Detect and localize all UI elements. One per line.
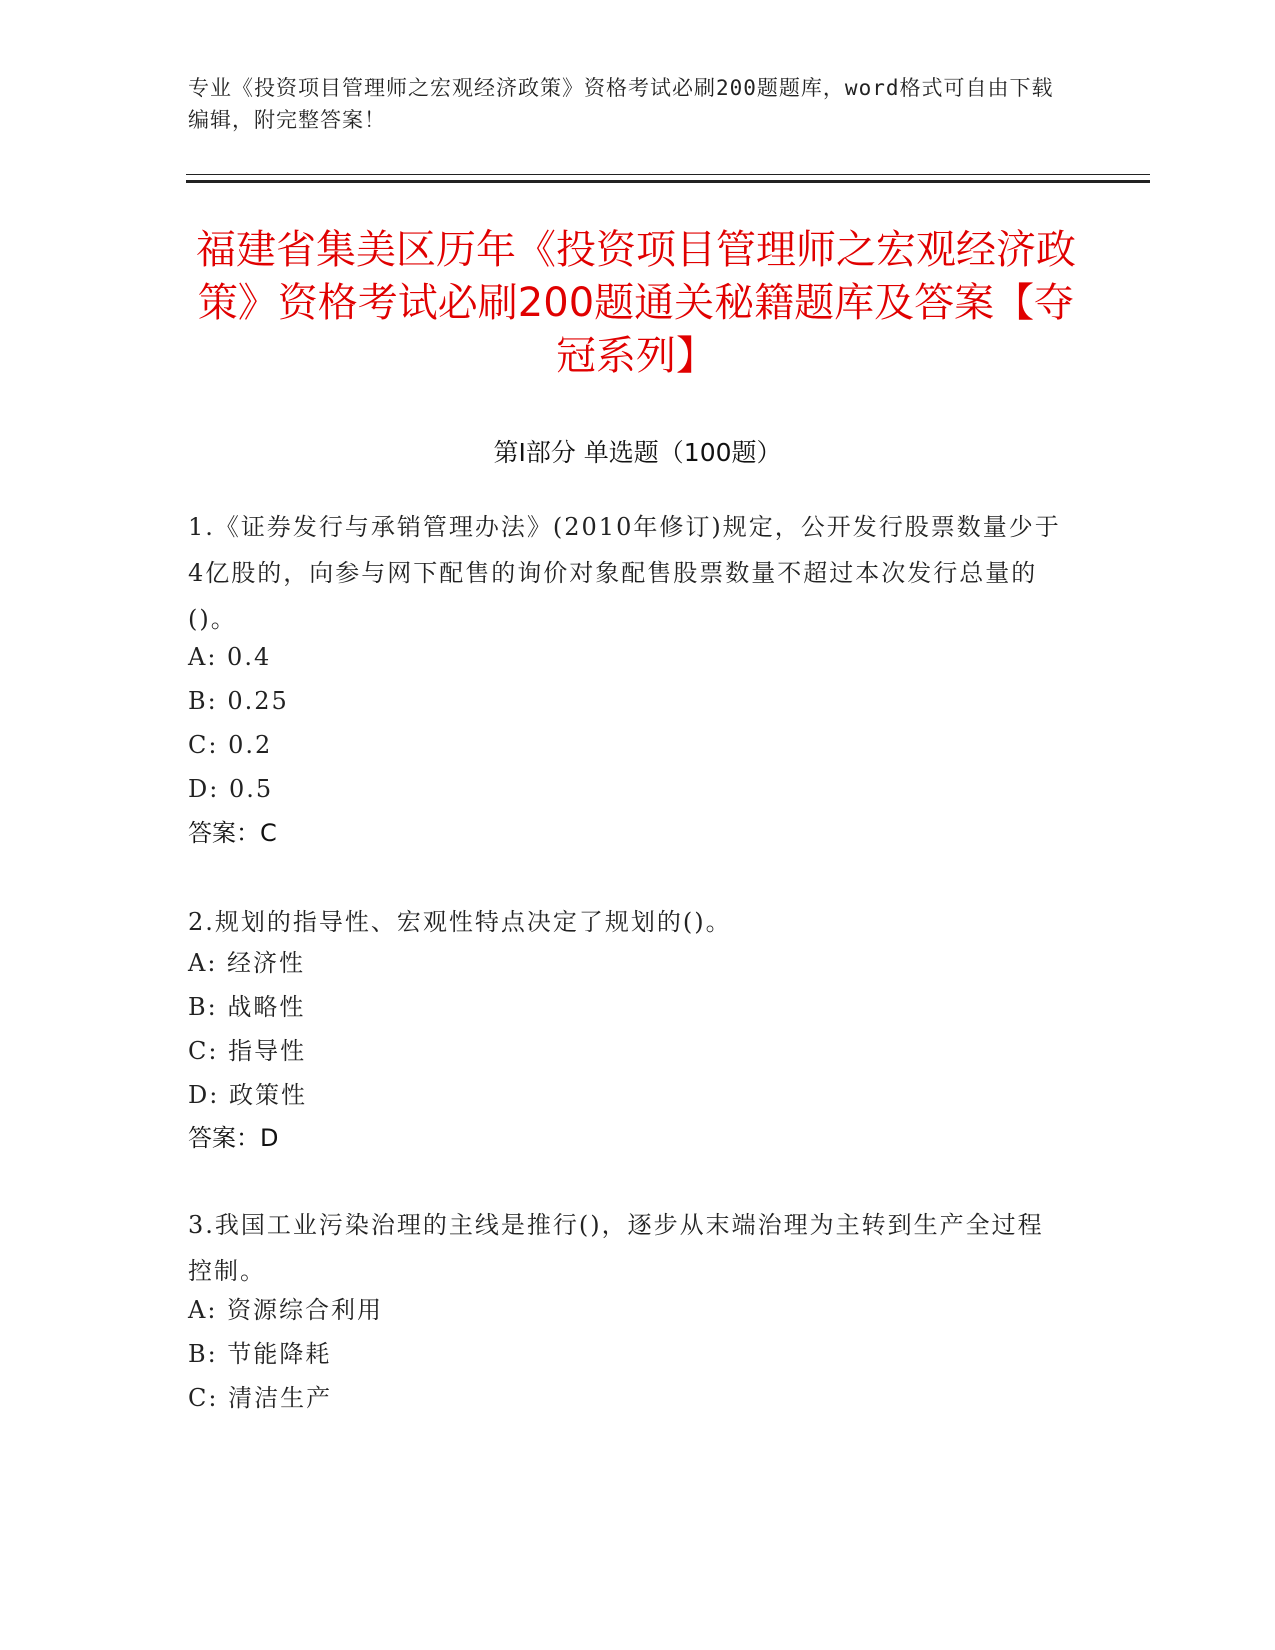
question-2-option-c: C: 指导性 xyxy=(188,1037,307,1065)
question-1-option-c: C: 0.2 xyxy=(188,731,273,759)
question-1-option-b: B: 0.25 xyxy=(188,687,289,715)
question-2-text: 2.规划的指导性、宏观性特点决定了规划的()。 xyxy=(188,908,732,936)
header-rule-thick xyxy=(186,180,1150,183)
header-note: 专业《投资项目管理师之宏观经济政策》资格考试必刷200题题库，word格式可自由下载编辑，附完整答案！ xyxy=(188,76,1054,132)
document-title: 福建省集美区历年《投资项目管理师之宏观经济政策》资格考试必刷200题通关秘籍题库及答案【夺冠系列】 xyxy=(196,227,1076,379)
question-2-option-a: A: 经济性 xyxy=(188,949,306,977)
header-rule-thin xyxy=(186,174,1150,175)
question-1-text: 1.《证券发行与承销管理办法》(2010年修订)规定，公开发行股票数量少于4亿股的，向参与网下配售的询价对象配售股票数量不超过本次发行总量的()。 xyxy=(188,513,1061,633)
question-3-option-b: B: 节能降耗 xyxy=(188,1340,332,1368)
question-2-answer: 答案：D xyxy=(188,1124,279,1152)
question-1-option-d: D: 0.5 xyxy=(188,775,274,803)
question-3-option-a: A: 资源综合利用 xyxy=(188,1296,384,1324)
part-heading: 第Ⅰ部分 单选题（100题） xyxy=(493,438,782,467)
question-1-answer: 答案：C xyxy=(188,819,277,847)
question-2-option-b: B: 战略性 xyxy=(188,993,306,1021)
question-3-text: 3.我国工业污染治理的主线是推行()，逐步从末端治理为主转到生产全过程控制。 xyxy=(188,1211,1044,1285)
question-2-option-d: D: 政策性 xyxy=(188,1081,307,1109)
question-3-option-c: C: 清洁生产 xyxy=(188,1384,333,1412)
question-1-option-a: A: 0.4 xyxy=(188,643,272,671)
